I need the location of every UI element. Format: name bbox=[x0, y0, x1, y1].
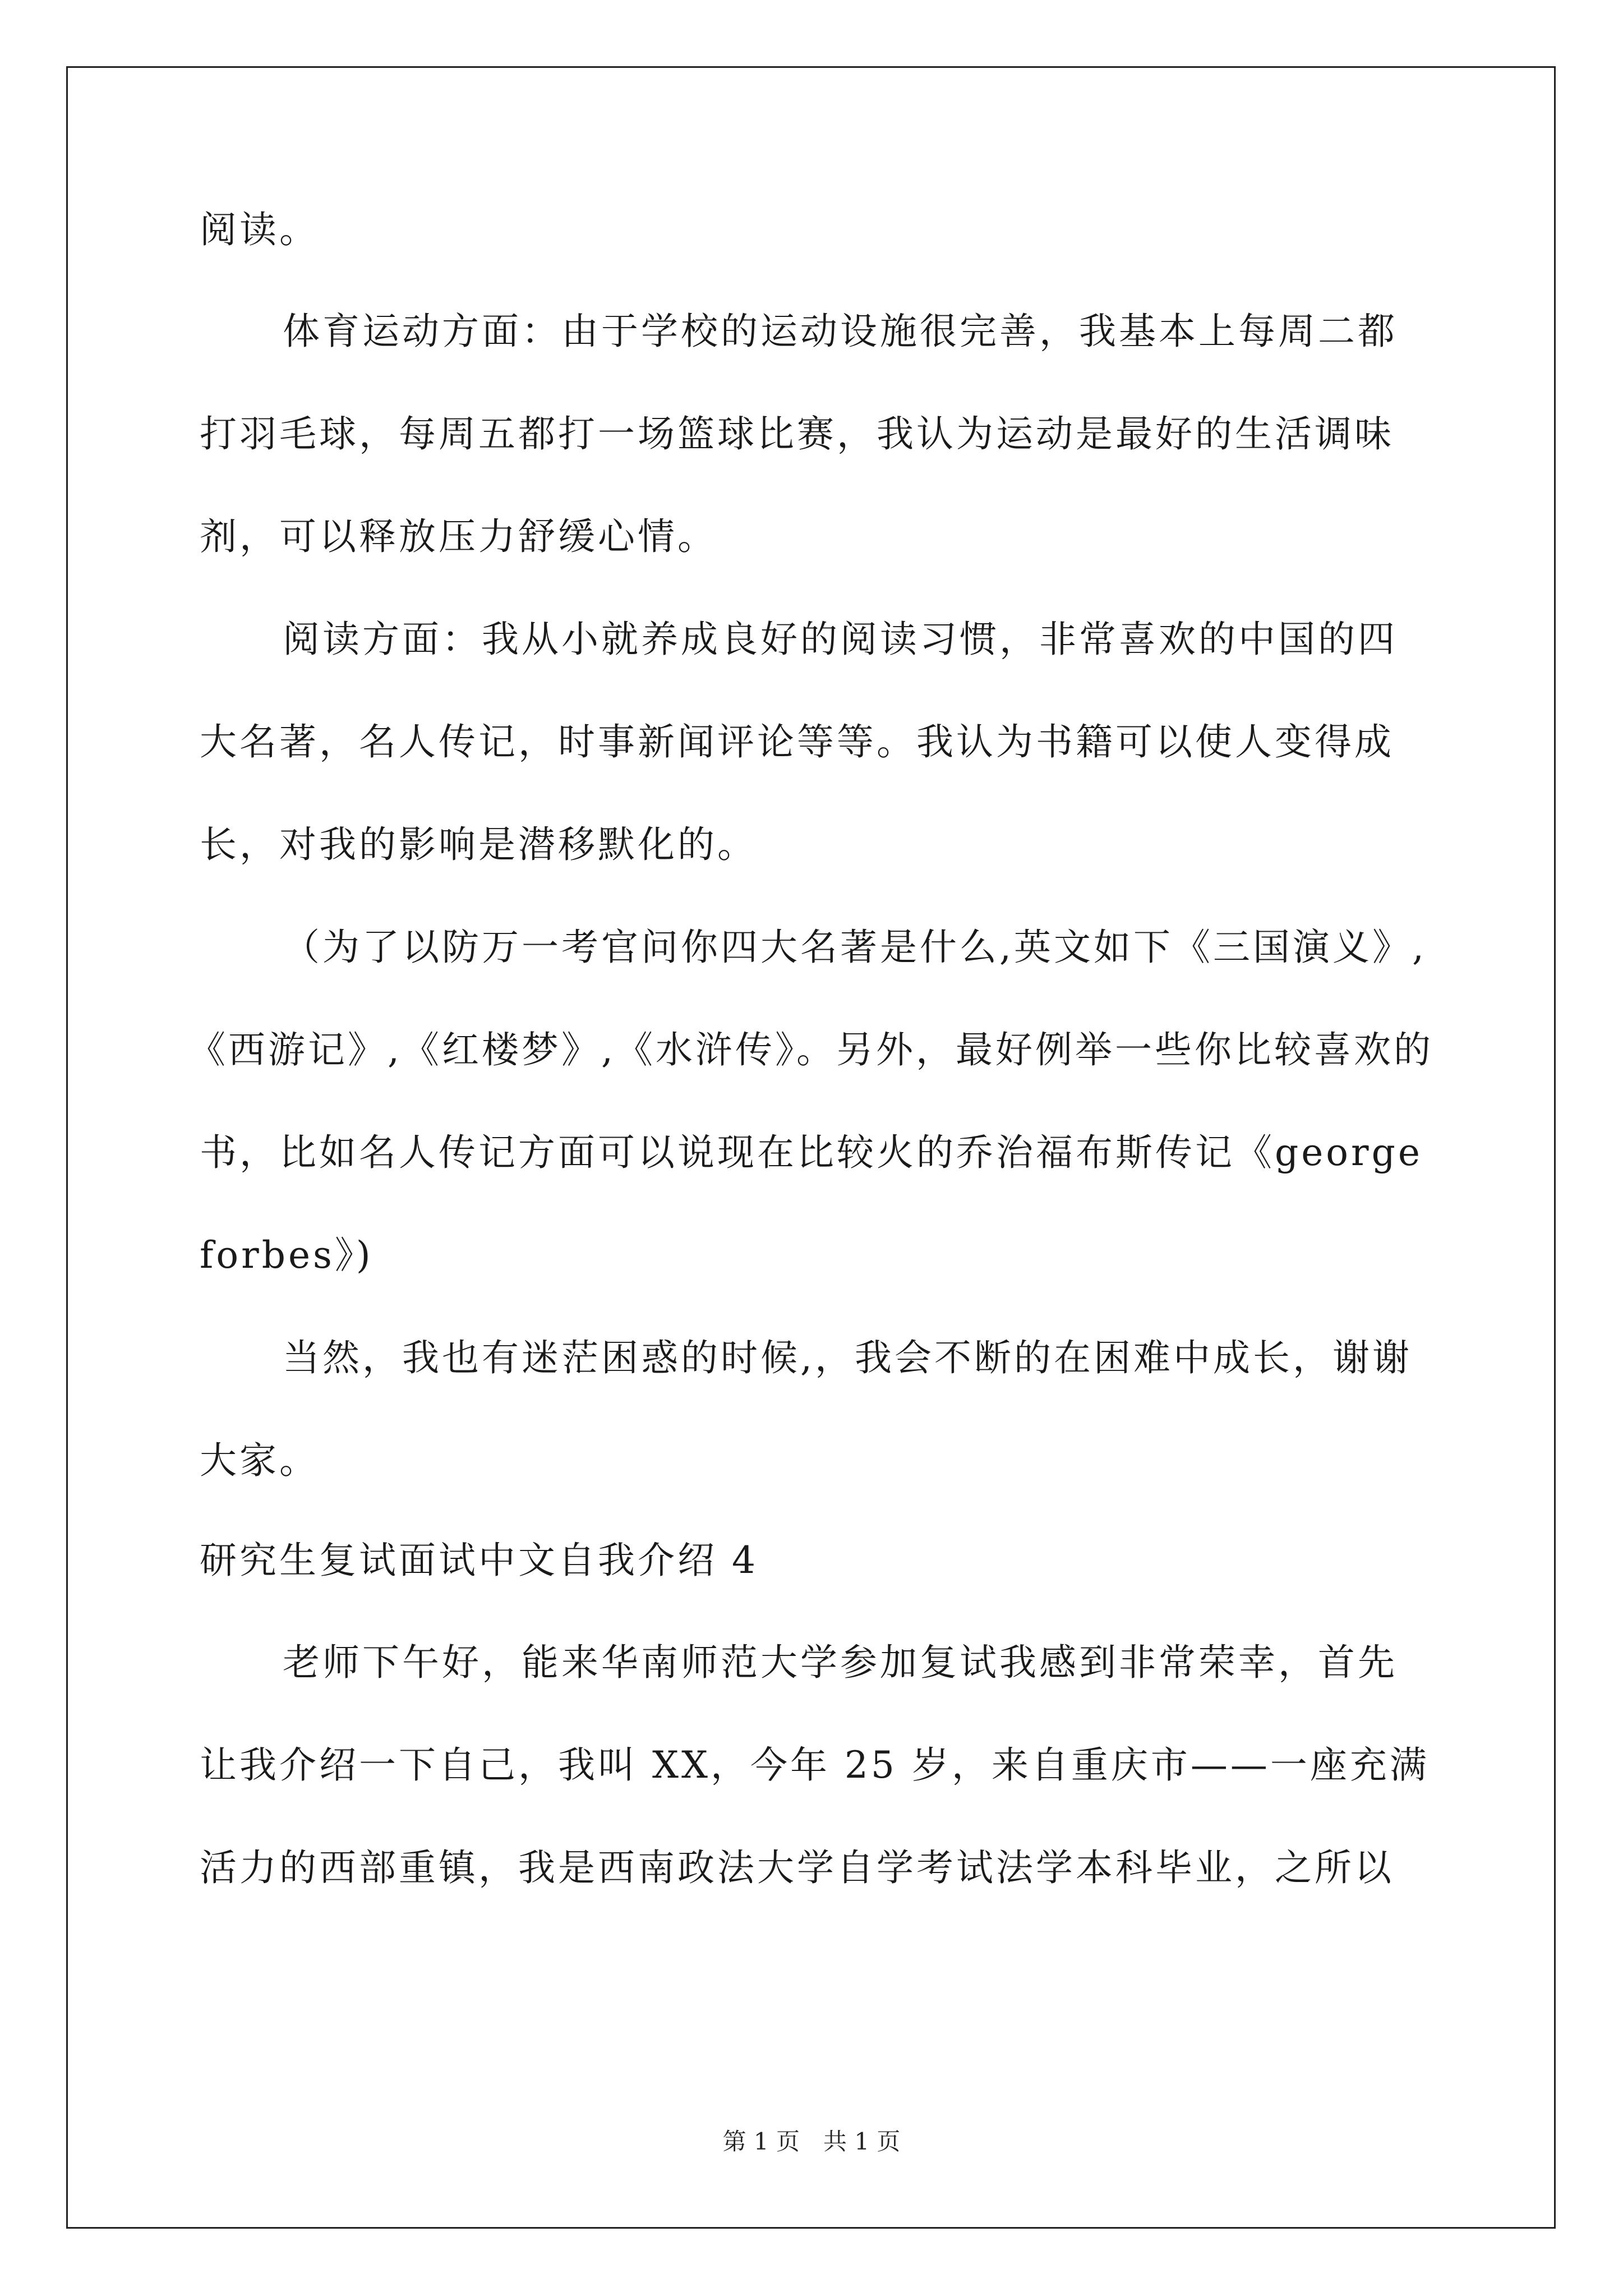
text-line: 打羽毛球，每周五都打一场篮球比赛，我认为运动是最好的生活调味 bbox=[200, 412, 1394, 455]
text-line: 让我介绍一下自己，我叫 XX，今年 25 岁，来自重庆市——一座充满 bbox=[200, 1743, 1430, 1787]
text-line: 长，对我的影响是潜移默化的。 bbox=[200, 823, 757, 866]
text-line: 《西游记》,《红楼梦》,《水浒传》。另外，最好例举一些你比较喜欢的 bbox=[188, 1028, 1433, 1071]
text-line: 阅读。 bbox=[200, 208, 319, 251]
text-line: 大名著，名人传记，时事新闻评论等等。我认为书籍可以使人变得成 bbox=[200, 720, 1394, 763]
text-line: 活力的西部重镇，我是西南政法大学自学考试法学本科毕业，之所以 bbox=[200, 1846, 1394, 1889]
paragraph-start: 体育运动方面：由于学校的运动设施很完善，我基本上每周二都 bbox=[283, 310, 1398, 353]
section-heading: 研究生复试面试中文自我介绍 4 bbox=[200, 1539, 758, 1582]
text-line: 书，比如名人传记方面可以说现在比较火的乔治福布斯传记《george bbox=[200, 1131, 1423, 1174]
paragraph-start: （为了以防万一考官问你四大名著是什么,英文如下《三国演义》, bbox=[283, 926, 1427, 969]
page-footer: 第 1 页 共 1 页 bbox=[722, 2128, 901, 2155]
paragraph-start: 老师下午好，能来华南师范大学参加复试我感到非常荣幸，首先 bbox=[283, 1641, 1398, 1684]
text-line: 大家。 bbox=[200, 1439, 319, 1482]
text-line: forbes》) bbox=[200, 1234, 374, 1277]
paragraph-start: 当然，我也有迷茫困惑的时候,，我会不断的在困难中成长，谢谢 bbox=[283, 1336, 1412, 1379]
paragraph-start: 阅读方面：我从小就养成良好的阅读习惯，非常喜欢的中国的四 bbox=[283, 618, 1398, 661]
text-line: 剂，可以释放压力舒缓心情。 bbox=[200, 515, 717, 558]
